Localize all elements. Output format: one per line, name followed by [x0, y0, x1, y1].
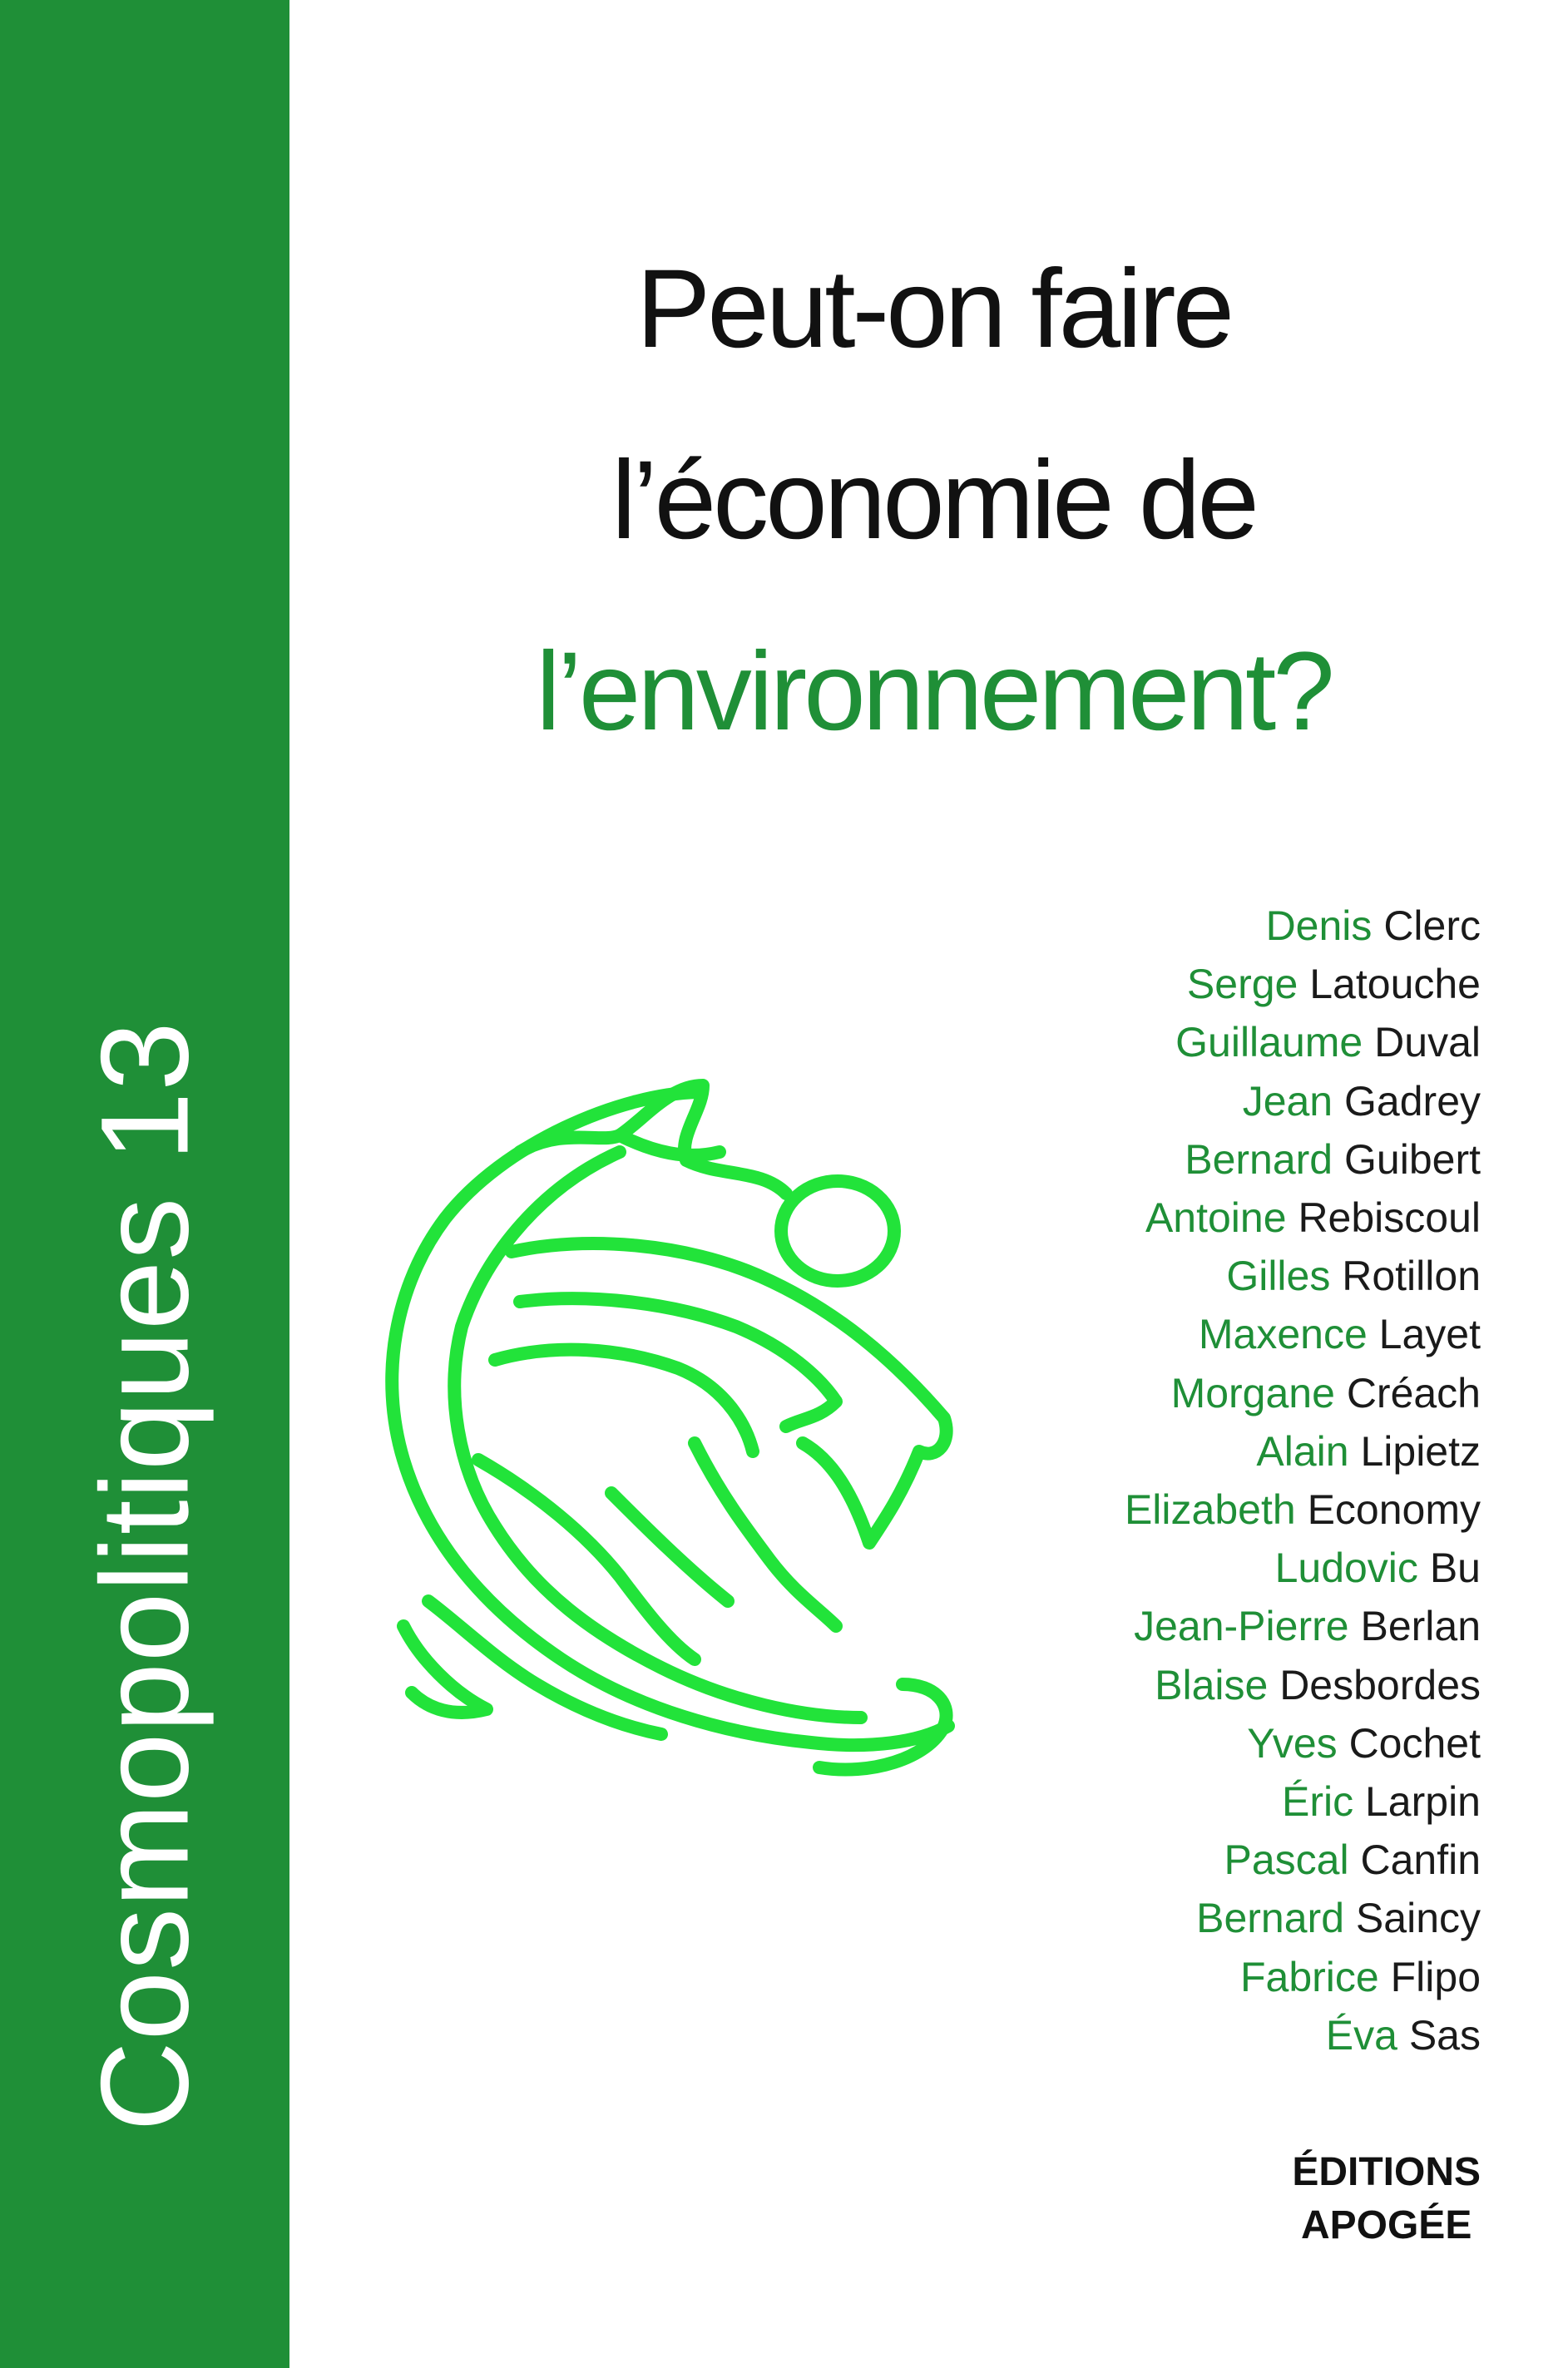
- author-last-name: Sas: [1408, 2011, 1481, 2059]
- publisher-line-2: APOGÉE: [1300, 2203, 1472, 2247]
- author-first-name: Serge: [1186, 961, 1298, 1008]
- publisher-imprint: [1292, 2146, 1481, 2252]
- author-first-name: Jean: [1242, 1077, 1333, 1125]
- author-first-name: Elizabeth: [1124, 1486, 1296, 1534]
- author-first-name: Yves: [1247, 1719, 1338, 1767]
- author-first-name: Alain: [1256, 1427, 1349, 1475]
- author-first-name: Pascal: [1224, 1837, 1349, 1884]
- author-last-name: Duval: [1374, 1019, 1481, 1066]
- title-line-1: Peut-on faire: [636, 247, 1232, 371]
- publisher-line-1: ÉDITIONS: [1292, 2150, 1481, 2194]
- author-last-name: Gadrey: [1344, 1077, 1481, 1125]
- author-item: [732, 2006, 1481, 2064]
- author-last-name: Clerc: [1383, 902, 1481, 949]
- author-last-name: Flipo: [1390, 1953, 1481, 2000]
- author-first-name: Gilles: [1226, 1253, 1331, 1300]
- author-first-name: Maxence: [1198, 1311, 1368, 1358]
- author-last-name: Cochet: [1348, 1719, 1481, 1767]
- author-last-name: Canfin: [1360, 1837, 1481, 1884]
- author-last-name: Saincy: [1355, 1895, 1481, 1942]
- author-first-name: Fabrice: [1239, 1953, 1379, 2000]
- author-last-name: Layet: [1378, 1311, 1481, 1358]
- author-first-name: Bernard: [1185, 1135, 1333, 1183]
- series-label: Cosmopolitiques 13: [74, 1021, 215, 2132]
- author-last-name: Lipietz: [1360, 1427, 1481, 1475]
- author-last-name: Berlan: [1360, 1603, 1481, 1650]
- author-first-name: Éric: [1281, 1778, 1354, 1826]
- author-last-name: Latouche: [1309, 961, 1481, 1008]
- author-first-name: Denis: [1265, 902, 1373, 949]
- author-last-name: Guibert: [1344, 1135, 1481, 1183]
- author-last-name: Economy: [1307, 1486, 1481, 1534]
- author-last-name: Bu: [1429, 1545, 1481, 1592]
- author-item: [732, 1889, 1481, 1947]
- title-line-2: l’économie de: [611, 438, 1256, 562]
- author-last-name: Larpin: [1365, 1778, 1481, 1826]
- author-first-name: Blaise: [1155, 1661, 1269, 1708]
- author-first-name: Morgane: [1170, 1369, 1335, 1416]
- spine-band: [0, 0, 289, 2368]
- author-first-name: Bernard: [1196, 1895, 1345, 1942]
- author-last-name: Rebiscoul: [1298, 1194, 1481, 1242]
- author-last-name: Rotillon: [1342, 1253, 1481, 1300]
- author-first-name: Guillaume: [1175, 1019, 1363, 1066]
- author-item: [732, 1948, 1481, 2006]
- author-item: [732, 955, 1481, 1013]
- author-first-name: Jean-Pierre: [1134, 1603, 1349, 1650]
- author-first-name: Éva: [1325, 2011, 1397, 2059]
- author-last-name: Desbordes: [1279, 1661, 1481, 1708]
- title-line-3: l’environnement?: [536, 630, 1332, 754]
- author-first-name: Ludovic: [1274, 1545, 1418, 1592]
- author-item: [732, 897, 1481, 955]
- green-figure-logo-icon: [370, 1027, 1036, 1809]
- author-item: [732, 1831, 1481, 1889]
- author-last-name: Créach: [1346, 1369, 1481, 1416]
- author-first-name: Antoine: [1145, 1194, 1287, 1242]
